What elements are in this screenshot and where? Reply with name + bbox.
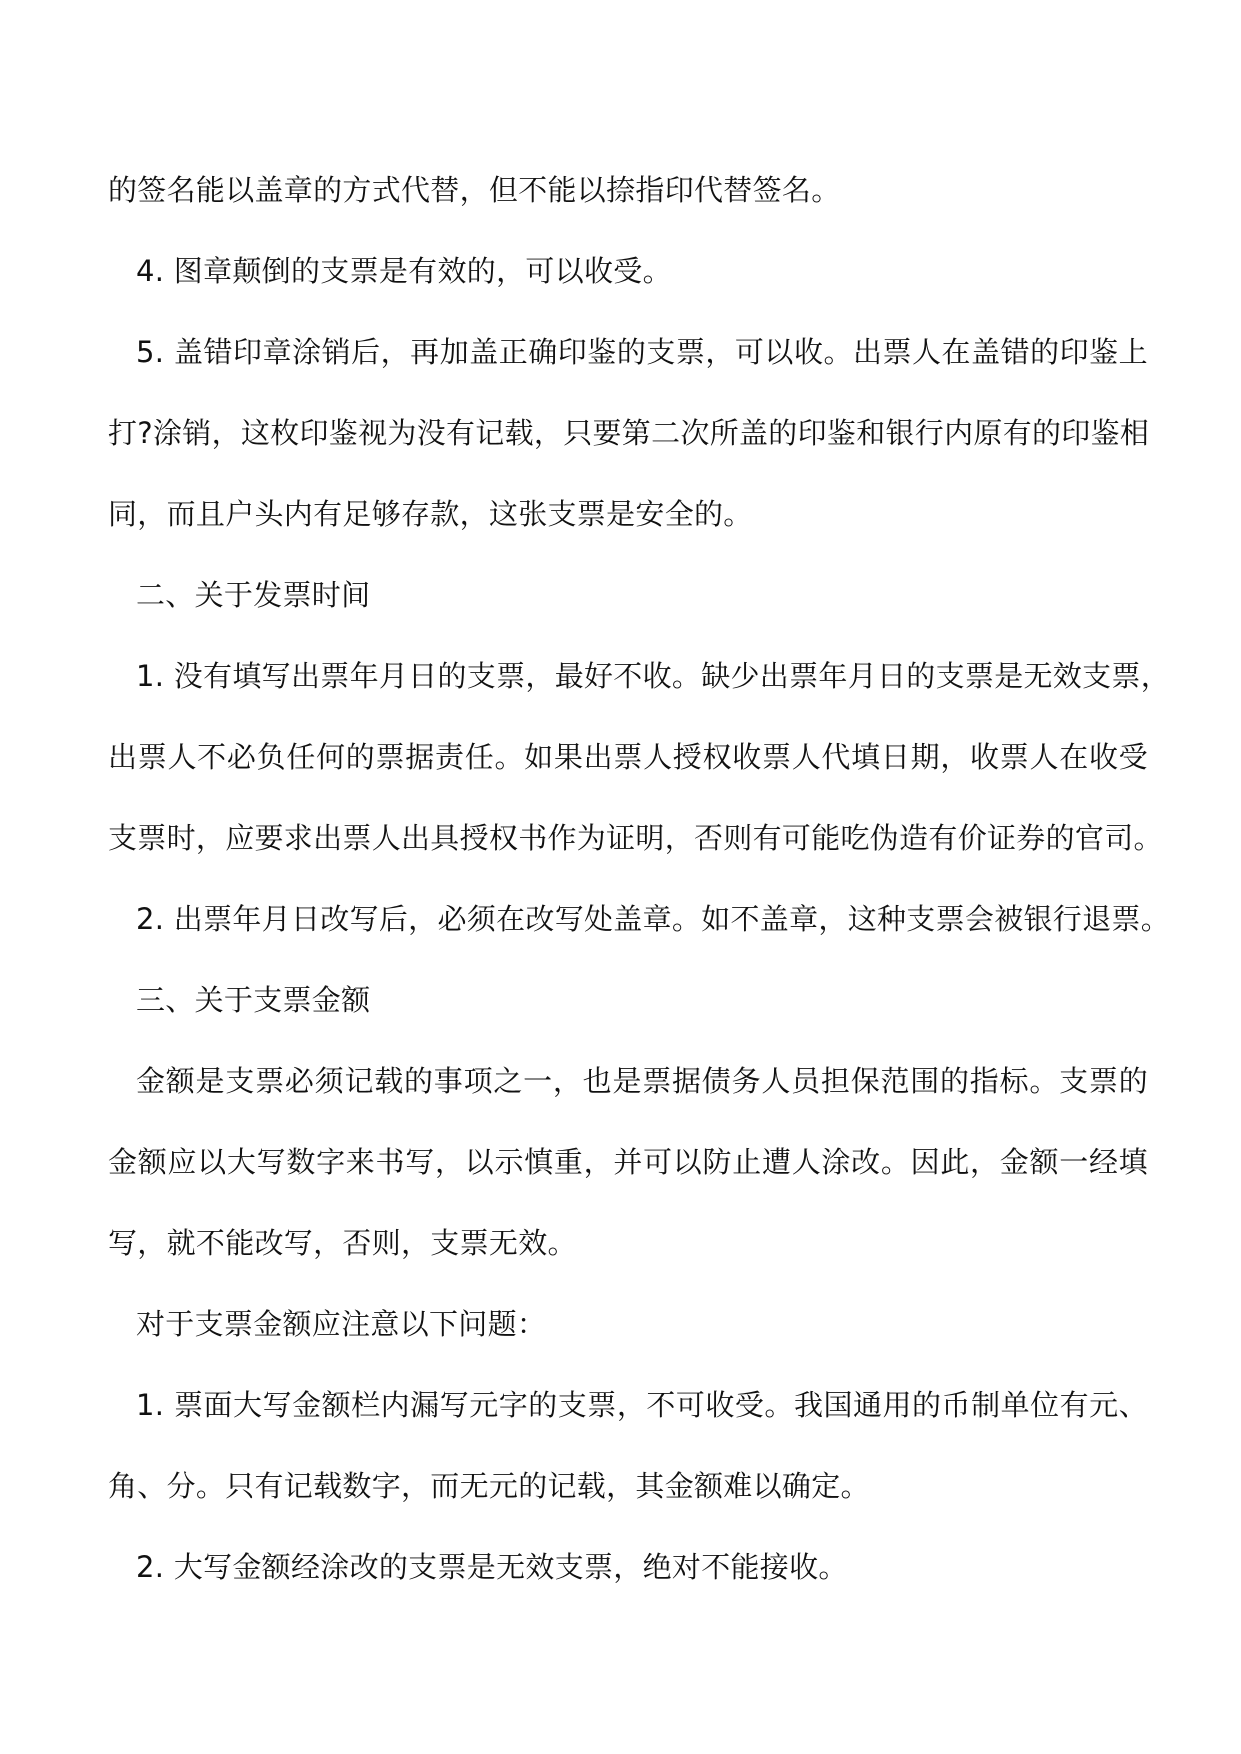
section-heading: 二、关于发票时间 (136, 578, 371, 612)
text-line: 支票时，应要求出票人出具授权书作为证明，否则有可能吃伪造有价证券的官司。 (108, 821, 1163, 855)
text-line: 4. 图章颠倒的支票是有效的，可以收受。 (136, 254, 672, 288)
text-line: 对于支票金额应注意以下问题： (136, 1307, 547, 1341)
text-line: 的签名能以盖章的方式代替，但不能以捺指印代替签名。 (108, 173, 841, 207)
text-line: 出票人不必负任何的票据责任。如果出票人授权收票人代填日期，收票人在收受 (108, 740, 1148, 774)
text-line: 写，就不能改写，否则，支票无效。 (108, 1226, 577, 1260)
text-line: 5. 盖错印章涂销后，再加盖正确印鉴的支票，可以收。出票人在盖错的印鉴上 (136, 335, 1148, 369)
section-heading: 三、关于支票金额 (136, 983, 371, 1017)
text-line: 2. 大写金额经涂改的支票是无效支票，绝对不能接收。 (136, 1550, 848, 1584)
text-line: 角、分。只有记载数字，而无元的记载，其金额难以确定。 (108, 1469, 870, 1503)
text-line: 2. 出票年月日改写后，必须在改写处盖章。如不盖章，这种支票会被银行退票。 (136, 902, 1170, 936)
text-line: 打?涂销，这枚印鉴视为没有记载，只要第二次所盖的印鉴和银行内原有的印鉴相 (108, 416, 1150, 450)
document-page (108, 150, 1170, 1608)
text-line: 1. 没有填写出票年月日的支票，最好不收。缺少出票年月日的支票是无效支票， (136, 659, 1170, 693)
text-line: 1. 票面大写金额栏内漏写元字的支票，不可收受。我国通用的币制单位有元、 (136, 1388, 1148, 1422)
text-line: 金额应以大写数字来书写，以示慎重，并可以防止遭人涂改。因此，金额一经填 (108, 1145, 1148, 1179)
text-line: 金额是支票必须记载的事项之一，也是票据债务人员担保范围的指标。支票的 (136, 1064, 1148, 1098)
text-line: 同，而且户头内有足够存款，这张支票是安全的。 (108, 497, 753, 531)
